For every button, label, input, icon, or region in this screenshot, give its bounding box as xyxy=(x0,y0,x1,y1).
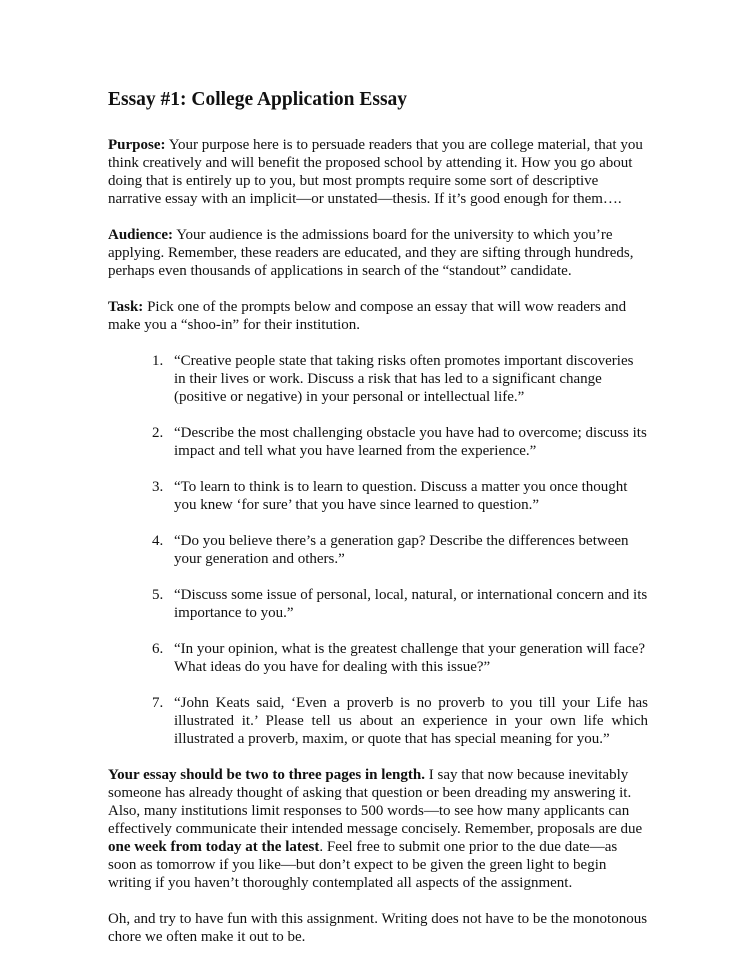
prompt-text: “To learn to think is to learn to question. Discuss a matter you once thought you knew ‘for sure’ that you have since learned to question.” xyxy=(174,479,628,513)
prompt-text: “Do you believe there’s a generation gap? Describe the differences between your generation and others.” xyxy=(174,533,629,567)
prompt-item-2 xyxy=(108,424,648,460)
prompt-item-1 xyxy=(108,352,648,406)
prompt-item-5 xyxy=(108,586,648,622)
prompt-number: 1. xyxy=(152,353,164,369)
length-text-1: I say that now because inevitably someone has already thought of asking that question or been dreading my answering it. Also, many institutions limit responses to 500 words—to see how many applicants can effectively communicate their intended message concisely. Remember, proposals are due xyxy=(108,767,643,837)
document-page xyxy=(108,88,648,964)
task-label: Task: xyxy=(108,299,144,315)
closing-paragraph: Oh, and try to have fun with this assignment. Writing does not have to be the monotonous chore we often make it out to be. xyxy=(108,911,648,945)
audience-text: Your audience is the admissions board for the university to which you’re applying. Remember, these readers are educated, and they are sifting through hundreds, perhaps even thousands of applications in search of the “standout” candidate. xyxy=(108,227,634,279)
prompt-number: 7. xyxy=(152,695,164,711)
purpose-paragraph xyxy=(108,136,648,208)
prompt-item-7 xyxy=(108,694,648,748)
prompt-text: “Creative people state that taking risks often promotes important discoveries in their lives or work. Discuss a risk that has led to a significant change (positive or negative) in your personal or intellectual life.” xyxy=(174,353,634,405)
prompt-number: 2. xyxy=(152,425,164,441)
prompt-number: 6. xyxy=(152,641,164,657)
purpose-text: Your purpose here is to persuade readers that you are college material, that you think creatively and will benefit the proposed school by attending it. How you go about doing that is entirely up to you, but most prompts require some sort of descriptive narrative essay with an implicit—or unstated—thesis. If it’s good enough for them…. xyxy=(108,137,643,207)
prompt-number: 3. xyxy=(152,479,164,495)
prompt-text: “Describe the most challenging obstacle you have had to overcome; discuss its impact and tell what you have learned from the experience.” xyxy=(174,425,647,459)
due-date-bold: one week from today at the latest xyxy=(108,839,320,855)
prompt-text: “John Keats said, ‘Even a proverb is no proverb to you till your Life has illustrated it.’ Please tell us about an experience in your own life which illustrated a proverb, maxim, or quote that has special meaning for you.” xyxy=(174,695,648,747)
prompt-item-3 xyxy=(108,478,648,514)
prompt-list xyxy=(108,352,648,748)
prompt-item-6 xyxy=(108,640,648,676)
purpose-label: Purpose: xyxy=(108,137,166,153)
prompt-text: “Discuss some issue of personal, local, natural, or international concern and its importance to you.” xyxy=(174,587,648,621)
length-text-2: . Feel free to submit one prior to the due date—as soon as tomorrow if you like—but don’t expect to be given the green light to begin writing if you haven’t thoroughly contemplated all aspects of the assignment. xyxy=(108,839,618,891)
length-paragraph xyxy=(108,766,648,892)
page-title: Essay #1: College Application Essay xyxy=(108,89,408,110)
length-bold-lead: Your essay should be two to three pages in length. xyxy=(108,767,425,783)
task-paragraph xyxy=(108,298,648,334)
audience-paragraph xyxy=(108,226,648,280)
prompt-text: “In your opinion, what is the greatest challenge that your generation will face? What ideas do you have for dealing with this issue?” xyxy=(174,641,646,675)
audience-label: Audience: xyxy=(108,227,173,243)
prompt-number: 4. xyxy=(152,533,164,549)
task-text: Pick one of the prompts below and compose an essay that will wow readers and make you a “shoo-in” for their institution. xyxy=(108,299,627,333)
prompt-number: 5. xyxy=(152,587,164,603)
prompt-item-4 xyxy=(108,532,648,568)
